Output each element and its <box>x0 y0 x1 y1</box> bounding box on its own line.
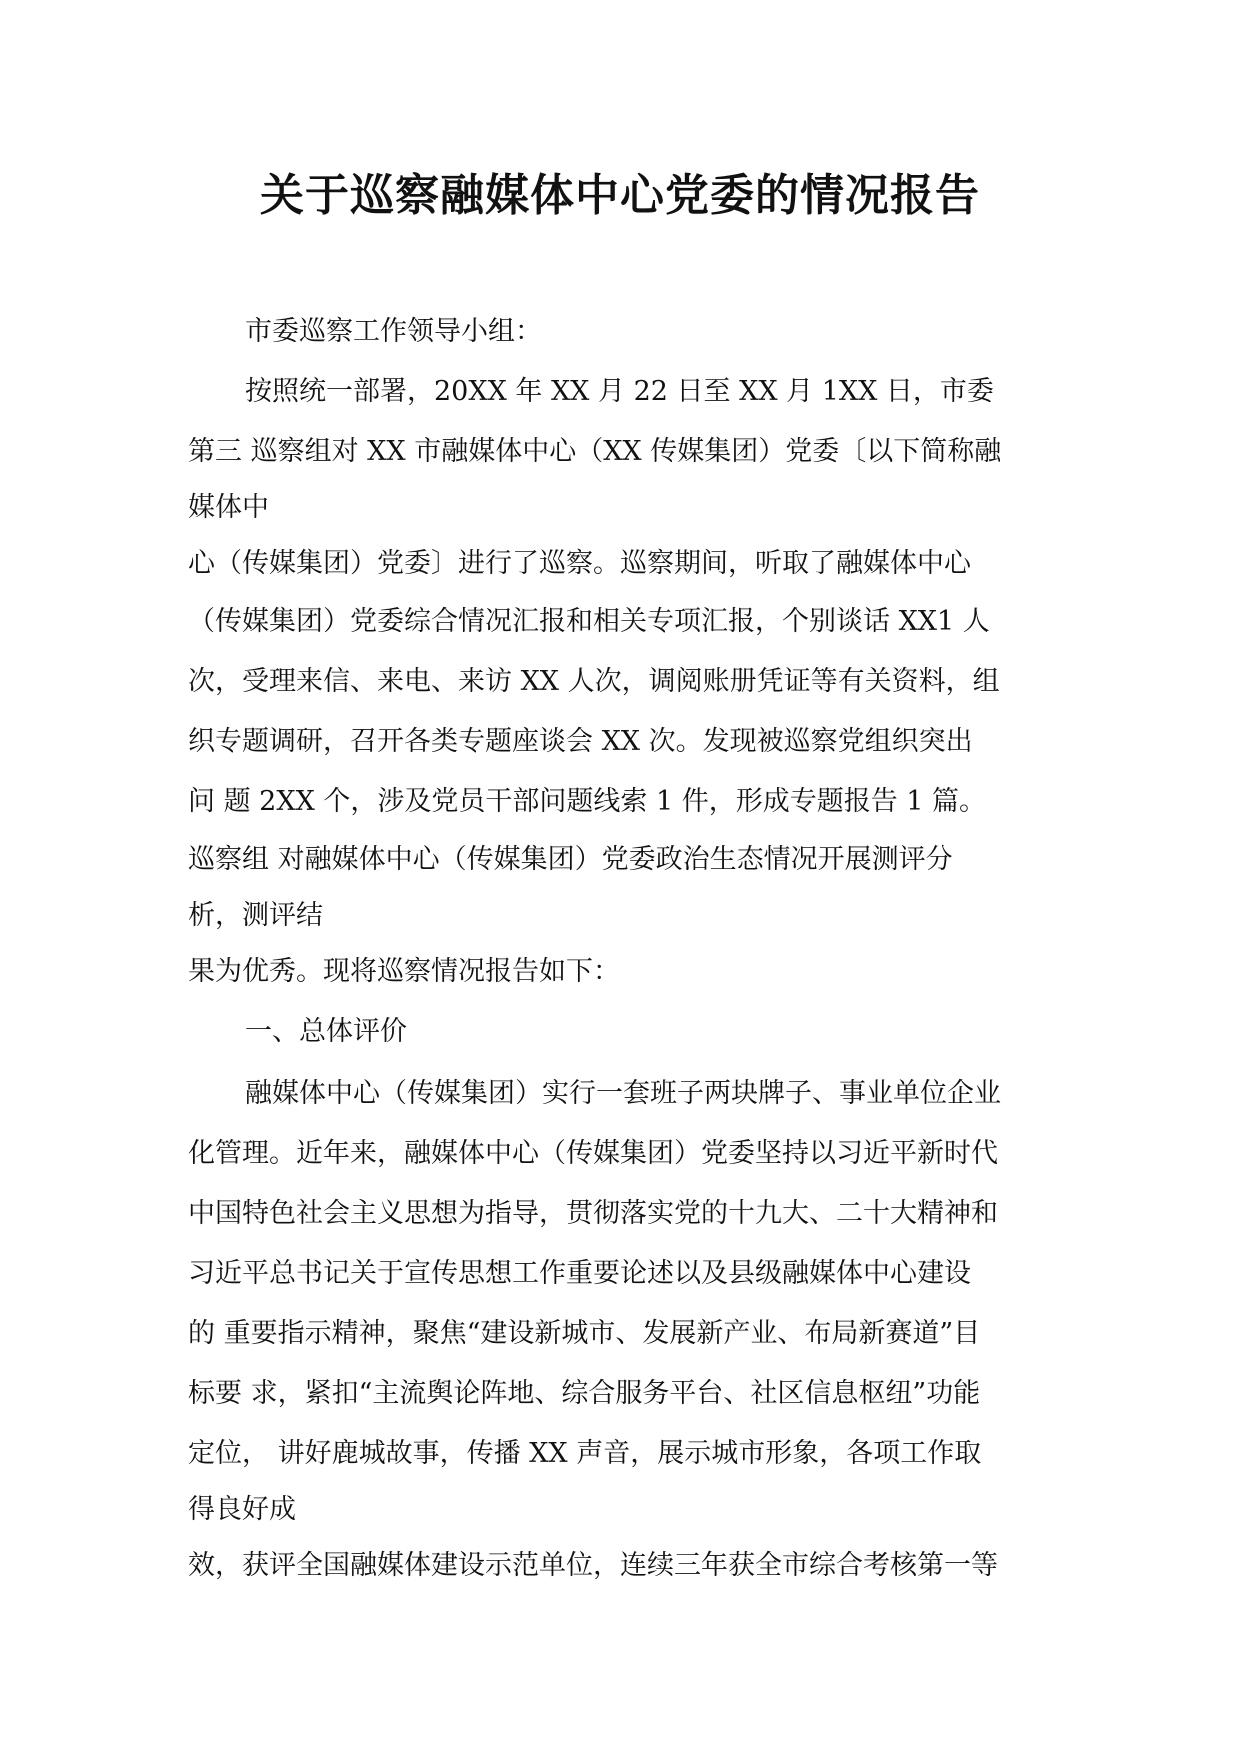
salutation: 市委巡察工作领导小组： <box>245 316 542 347</box>
body-line: 标要 求，紧扣“主流舆论阵地、综合服务平台、社区信息枢纽”功能 <box>188 1378 981 1409</box>
body-line: 化管理。近年来，融媒体中心（传媒集团）党委坚持以习近平新时代 <box>188 1138 998 1169</box>
body-line: 媒体中 <box>188 492 269 523</box>
body-line: 析，测评结 <box>188 900 323 931</box>
body-line: 织专题调研，召开各类专题座谈会 XX 次。发现被巡察党组织突出 <box>188 726 973 757</box>
body-line: 习近平总书记关于宣传思想工作重要论述以及县级融媒体中心建设 <box>188 1258 971 1289</box>
section-heading: 一、总体评价 <box>245 1016 407 1047</box>
document-title: 关于巡察融媒体中心党委的情况报告 <box>260 170 980 221</box>
body-line: （传媒集团）党委综合情况汇报和相关专项汇报，个别谈话 XX1 人 <box>188 606 990 637</box>
body-line: 巡察组 对融媒体中心（传媒集团）党委政治生态情况开展测评分 <box>188 844 953 875</box>
body-line: 心（传媒集团）党委〕进行了巡察。巡察期间，听取了融媒体中心 <box>188 548 971 579</box>
body-line: 得良好成 <box>188 1494 296 1525</box>
body-line: 果为优秀。现将巡察情况报告如下： <box>188 956 620 987</box>
body-line: 中国特色社会主义思想为指导，贯彻落实党的十九大、二十大精神和 <box>188 1198 998 1229</box>
body-line: 的 重要指示精神，聚焦“建设新城市、发展新产业、布局新赛道”目 <box>188 1318 981 1349</box>
body-line: 问 题 2XX 个，涉及党员干部问题线索 1 件，形成专题报告 1 篇。 <box>188 786 987 817</box>
body-line: 定位， 讲好鹿城故事，传播 XX 声音，展示城市形象，各项工作取 <box>188 1438 982 1469</box>
body-line: 次，受理来信、来电、来访 XX 人次，调阅账册凭证等有关资料，组 <box>188 666 1000 697</box>
body-line: 融媒体中心（传媒集团）实行一套班子两块牌子、事业单位企业 <box>245 1078 1001 1109</box>
body-line: 按照统一部署，20XX 年 XX 月 22 日至 XX 月 1XX 日，市委 <box>245 376 994 407</box>
body-line: 效，获评全国融媒体建设示范单位，连续三年获全市综合考核第一等 <box>188 1550 998 1581</box>
body-line: 第三 巡察组对 XX 市融媒体中心（XX 传媒集团）党委〔以下简称融 <box>188 436 1002 467</box>
